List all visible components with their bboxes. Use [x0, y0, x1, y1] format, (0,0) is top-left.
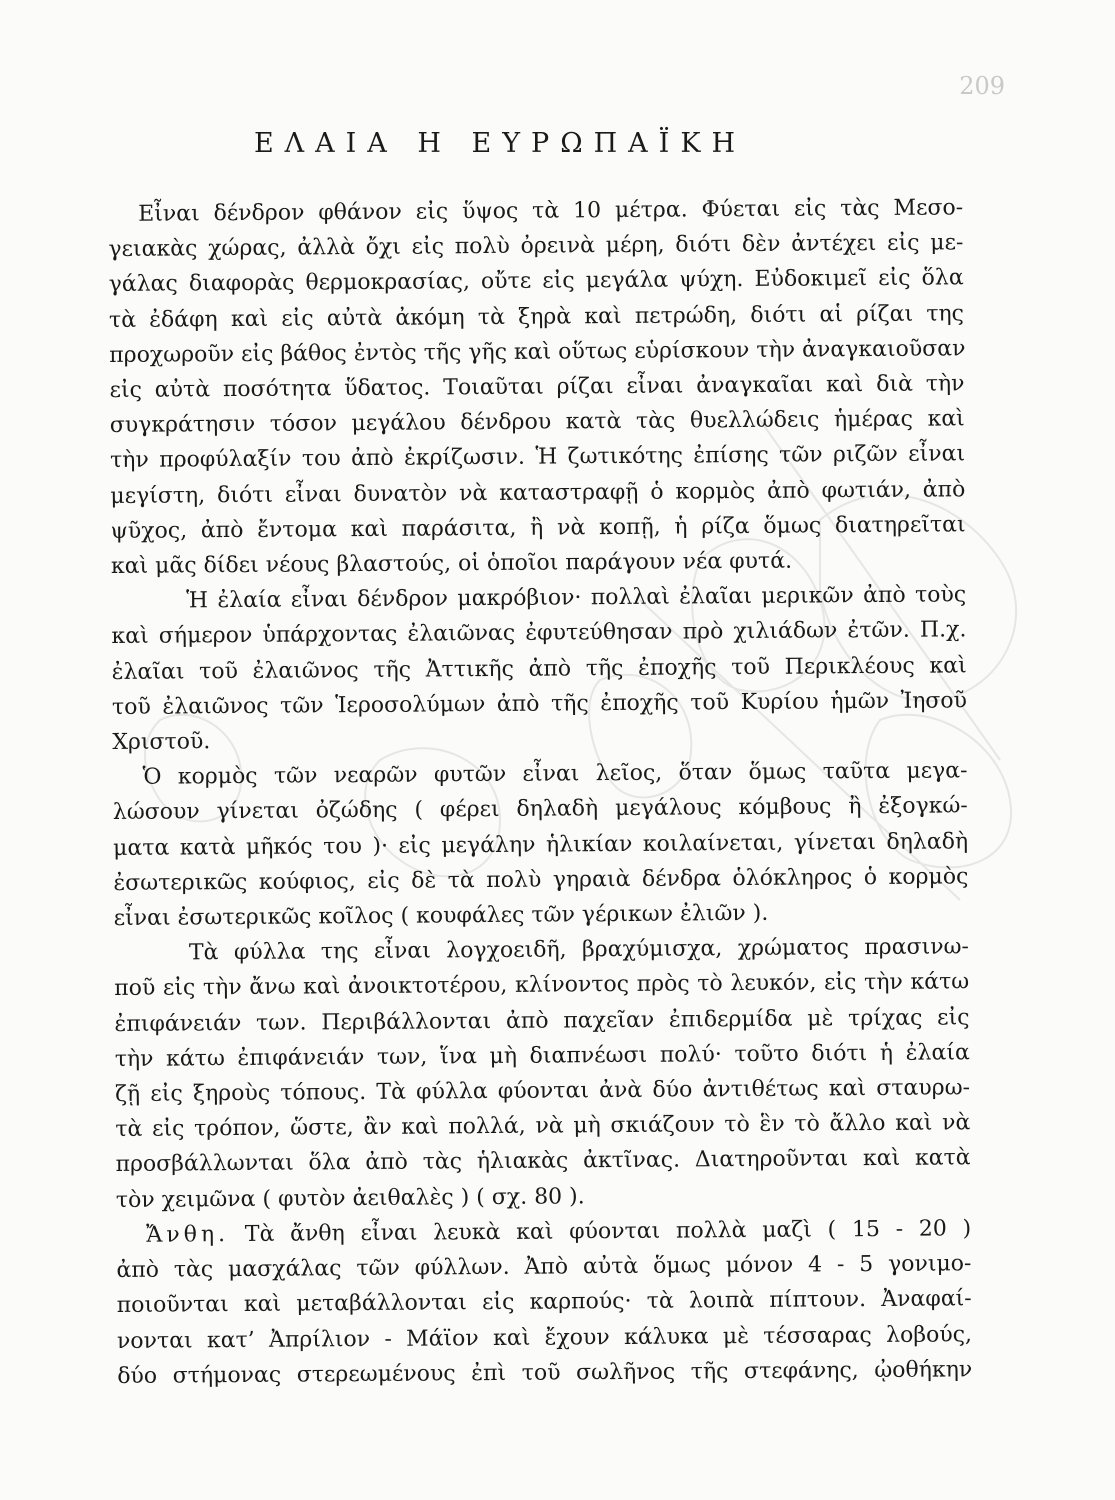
text-line: νονται κατ’ Ἀπρίλιον - Μάϊον καὶ ἔχουν κάλυκα μὲ τέσσαρας λοβούς,	[116, 1321, 973, 1354]
text-line: τὰ ἐδάφη καὶ εἰς αὐτὰ ἀκόμη τὰ ξηρὰ καὶ πετρώδη, διότι αἱ ρίζαι της	[108, 300, 965, 333]
text-line: καὶ μᾶς δίδει νέους βλαστούς, οἱ ὁποῖοι παράγουν νέα φυτά.	[110, 548, 793, 580]
text-line: ποιοῦνται καὶ μεταβάλλονται εἰς καρπούς· τὰ λοιπὰ πίπτουν. Ἀναφαί-	[116, 1286, 972, 1319]
text-line-rest: Τὰ ἄνθη εἶναι λευκὰ καὶ φύονται πολλὰ μαζὶ ( 15 - 20 )	[244, 1216, 972, 1247]
text-line: ἐσωτερικῶς κούφιος, εἰς δὲ τὰ πολὺ γηραιὰ δένδρα ὁλόκληρος ὁ κορμὸς	[113, 864, 969, 896]
text-line: Χριστοῦ.	[112, 729, 211, 756]
text-line: ἀπὸ τὰς μασχάλας τῶν φύλλων. Ἀπὸ αὐτὰ ὅμως μόνον 4 - 5 γονιμο-	[116, 1251, 972, 1284]
text-line: ἐλαῖαι τοῦ ἐλαιῶνος τῆς Ἀττικῆς ἀπὸ τῆς ἐποχῆς τοῦ Περικλέους καὶ	[111, 652, 967, 685]
body-text	[108, 190, 972, 1394]
text-line: ψῦχος, ἀπὸ ἔντομα καὶ παράσιτα, ἢ νὰ κοπῇ, ἡ ρίζα ὅμως διατηρεῖται	[110, 512, 966, 544]
text-line: προσβάλλωνται ὅλα ἀπὸ τὰς ἡλιακὰς ἀκτῖνας. Διατηροῦνται καὶ κατὰ	[115, 1145, 971, 1178]
section-lead-flowers: Ἄνθη.	[146, 1221, 230, 1248]
text-line: τὸν χειμῶνα ( φυτὸν ἀειθαλὲς ) ( σχ. 80 ).	[115, 1183, 585, 1213]
text-line: δύο στήμονας στερεωμένους ἐπὶ τοῦ σωλῆνος τῆς στεφάνης, ᾠοθήκην	[117, 1356, 973, 1389]
text-line: τοῦ ἐλαιῶνος τῶν Ἱεροσολύμων ἀπὸ τῆς ἐποχῆς τοῦ Κυρίου ἡμῶν Ἰησοῦ	[111, 688, 968, 720]
text-line: προχωροῦν εἰς βάθος ἐντὸς τῆς γῆς καὶ οὕτως εὑρίσκουν τὴν ἀναγκαιοῦσαν	[109, 336, 966, 368]
text-line: εἰς αὐτὰ ποσότητα ὕδατος. Τοιαῦται ρίζαι εἶναι ἀναγκαῖαι καὶ διὰ τὴν	[109, 371, 965, 404]
paragraph-4	[114, 930, 971, 1218]
text-line: τὴν κάτω ἐπιφάνειάν των, ἵνα μὴ διαπνέωσι πολύ· τοῦτο διότι ἡ ἐλαία	[114, 1040, 970, 1072]
text-line: Ὁ κορμὸς τῶν νεαρῶν φυτῶν εἶναι λεῖος, ὅταν ὅμως ταῦτα μεγα-	[142, 758, 968, 790]
text-line: Τὰ φύλλα της εἶναι λογχοειδῆ, βραχύμισχα, χρώματος πρασινω-	[188, 934, 970, 966]
text-line: Εἶναι δένδρον φθάνον εἰς ὕψος τὰ 10 μέτρα. Φύεται εἰς τὰς Μεσο-	[138, 195, 964, 227]
paragraph-2	[111, 578, 967, 761]
text-line: γάλας διαφορὰς θερμοκρασίας, οὔτε εἰς μεγάλα ψύχη. Εὐδοκιμεῖ εἰς ὅλα	[108, 265, 964, 298]
text-line: καὶ σήμερον ὑπάρχοντας ἐλαιῶνας ἐφυτεύθησαν πρὸ χιλιάδων ἐτῶν. Π.χ.	[111, 617, 967, 650]
text-line: ἐπιφάνειάν των. Περιβάλλονται ἀπὸ παχεῖαν ἐπιδερμίδα μὲ τρίχας εἰς	[114, 1004, 970, 1037]
paragraph-3	[112, 754, 968, 937]
text-line: ματα κατὰ μῆκός του )· εἰς μεγάλην ἡλικίαν κοιλαίνεται, γίνεται δηλαδὴ	[113, 828, 969, 861]
text-line: ποῦ εἰς τὴν ἄνω καὶ ἀνοικτοτέρου, κλίνοντος πρὸς τὸ λευκόν, εἰς τὴν κάτω	[114, 969, 970, 1002]
text-line: τὴν προφύλαξίν του ἀπὸ ἐκρίζωσιν. Ἡ ζωτικότης ἐπίσης τῶν ριζῶν εἶναι	[109, 441, 966, 474]
page-title: ΕΛΑΙΑ Η ΕΥΡΩΠΑΪΚΗ	[253, 128, 747, 159]
text-line: εἶναι ἐσωτερικῶς κοῖλος ( κουφάλες τῶν γέρικων ἐλιῶν ).	[113, 900, 769, 932]
paragraph-5	[116, 1211, 972, 1394]
text-line: μεγίστη, διότι εἶναι δυνατὸν νὰ καταστραφῇ ὁ κορμὸς ἀπὸ φωτιάν, ἀπὸ	[110, 476, 966, 509]
text-line: γειακὰς χώρας, ἀλλὰ ὄχι εἰς πολὺ ὀρεινὰ μέρη, διότι δὲν ἀντέχει εἰς με-	[108, 230, 964, 263]
text-line: τὰ εἰς τρόπον, ὥστε, ἂν καὶ πολλά, νὰ μὴ σκιάζουν τὸ ἓν τὸ ἄλλο καὶ νὰ	[115, 1110, 971, 1143]
text-line: συγκράτησιν τόσον μεγάλου δένδρου κατὰ τὰς θυελλώδεις ἡμέρας καὶ	[109, 406, 965, 439]
text-line: Ἡ ἐλαία εἶναι δένδρον μακρόβιον· πολλαὶ ἐλαῖαι μερικῶν ἀπὸ τοὺς	[186, 582, 967, 614]
text-line: λώσουν γίνεται ὀζώδης ( φέρει δηλαδὴ μεγάλους κόμβους ἢ ἐξογκώ-	[112, 793, 968, 826]
text-line: ζῇ εἰς ξηροὺς τόπους. Τὰ φύλλα φύονται ἀνὰ δύο ἀντιθέτως καὶ σταυρω-	[114, 1075, 971, 1108]
page-number: 209	[959, 72, 1005, 100]
paragraph-1	[108, 190, 966, 584]
